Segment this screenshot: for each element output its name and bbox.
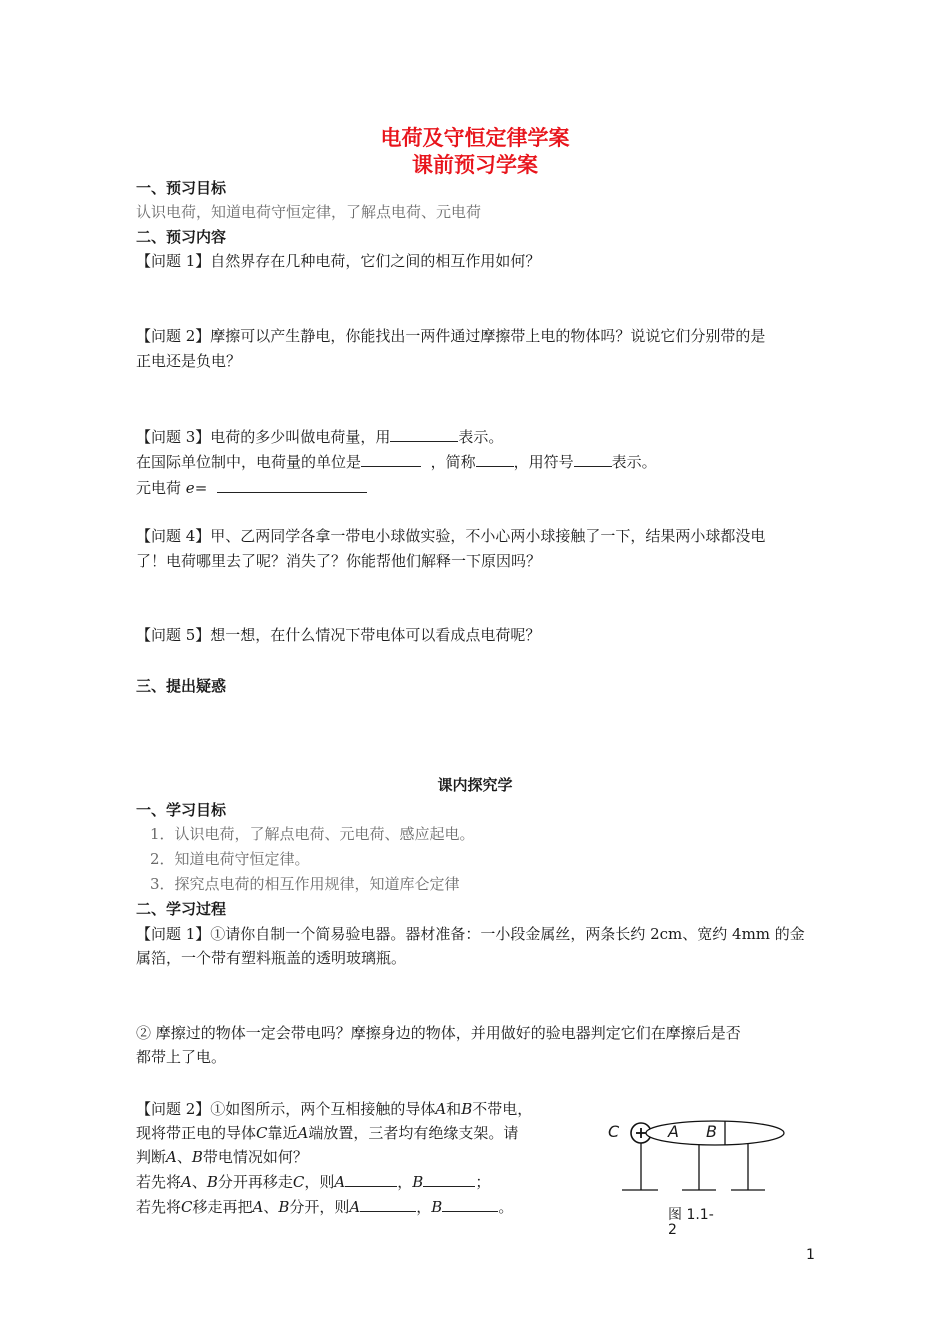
question-5: 【问题 5】想一想，在什么情况下带电体可以看成点电荷呢？ <box>136 626 541 644</box>
answer-blank[interactable] <box>442 1195 498 1212</box>
answer-blank[interactable] <box>217 476 367 493</box>
question-3-line-1: 【问题 3】电荷的多少叫做电荷量，用 表示。 <box>136 425 503 448</box>
process-question-2-line-3: 判断A、B带电情况如何？ <box>136 1148 308 1166</box>
learning-goal-2: 2．知道电荷守恒定律。 <box>150 850 310 868</box>
question-4-line-1: 【问题 4】甲、乙两同学各拿一带电小球做实验，不小心两小球接触了一下，结果两小球都没电 <box>136 527 766 545</box>
question-3-line-2: 在国际单位制中，电荷量的单位是 ，简称 ，用符号 表示。 <box>136 450 657 473</box>
section-heading-learning-process: 二、学习过程 <box>136 900 227 918</box>
section-heading-preview-content: 二、预习内容 <box>136 228 227 246</box>
learning-goal-3: 3．探究点电荷的相互作用规律，知道库仑定律 <box>150 875 460 893</box>
part-2-title: 课内探究学 <box>437 776 513 794</box>
learning-goal-1: 1．认识电荷，了解点电荷、元电荷、感应起电。 <box>150 825 475 843</box>
answer-blank[interactable] <box>345 1170 397 1187</box>
process-question-1b-line-2: 都带上了电。 <box>136 1048 227 1066</box>
figure-caption-line-2: 2 <box>668 1222 677 1238</box>
label-c: C <box>608 1122 620 1141</box>
question-2-line-1: 【问题 2】摩擦可以产生静电，你能找出一两件通过摩擦带上电的物体吗？说说它们分别带的是 <box>136 327 766 345</box>
process-question-1-line-1: 【问题 1】①请你自制一个简易验电器。器材准备：一小段金属丝，两条长约 2cm、宽约 4mm 的金 <box>136 925 805 943</box>
question-1: 【问题 1】自然界存在几种电荷，它们之间的相互作用如何？ <box>136 252 541 270</box>
preview-goal-text: 认识电荷，知道电荷守恒定律，了解点电荷、元电荷 <box>136 203 482 221</box>
process-question-1b-line-1: ② 摩擦过的物体一定会带电吗？摩擦身边的物体，并用做好的验电器判定它们在摩擦后是否 <box>136 1024 741 1042</box>
answer-blank[interactable] <box>423 1170 475 1187</box>
document-title: 电荷及守恒定律学案 <box>380 126 570 150</box>
figure-caption-line-1: 图 1.1- <box>668 1207 714 1223</box>
question-4-line-2: 了！电荷哪里去了呢？消失了？你能帮他们解释一下原因吗？ <box>136 552 542 570</box>
process-question-1-line-2: 属箔，一个带有塑料瓶盖的透明玻璃瓶。 <box>136 949 407 967</box>
document-subtitle: 课前预习学案 <box>412 153 538 177</box>
answer-blank[interactable] <box>574 450 612 467</box>
answer-blank[interactable] <box>476 450 514 467</box>
conductors-diagram <box>600 1112 800 1252</box>
answer-blank[interactable] <box>360 1195 416 1212</box>
process-question-2-line-1: 【问题 2】①如图所示，两个互相接触的导体A和B不带电， <box>136 1100 533 1118</box>
answer-blank[interactable] <box>390 425 458 442</box>
process-question-2-line-2: 现将带正电的导体C靠近A端放置，三者均有绝缘支架。请 <box>136 1124 519 1142</box>
label-a: A <box>668 1122 679 1141</box>
section-heading-learning-goals: 一、学习目标 <box>136 801 227 819</box>
label-b: B <box>706 1122 717 1141</box>
section-heading-questions: 三、提出疑惑 <box>136 677 227 695</box>
question-3-line-3: 元电荷 e= <box>136 476 367 499</box>
figure-conductors <box>600 1112 800 1252</box>
question-2-line-2: 正电还是负电？ <box>136 352 242 370</box>
page-number: 1 <box>806 1247 815 1263</box>
process-question-2-line-4: 若先将A、B分开再移走C，则A ，B ； <box>136 1170 490 1193</box>
process-question-2-line-5: 若先将C移走再把A、B分开，则A ，B 。 <box>136 1195 513 1218</box>
section-heading-preview-goal: 一、预习目标 <box>136 179 227 197</box>
answer-blank[interactable] <box>361 450 421 467</box>
